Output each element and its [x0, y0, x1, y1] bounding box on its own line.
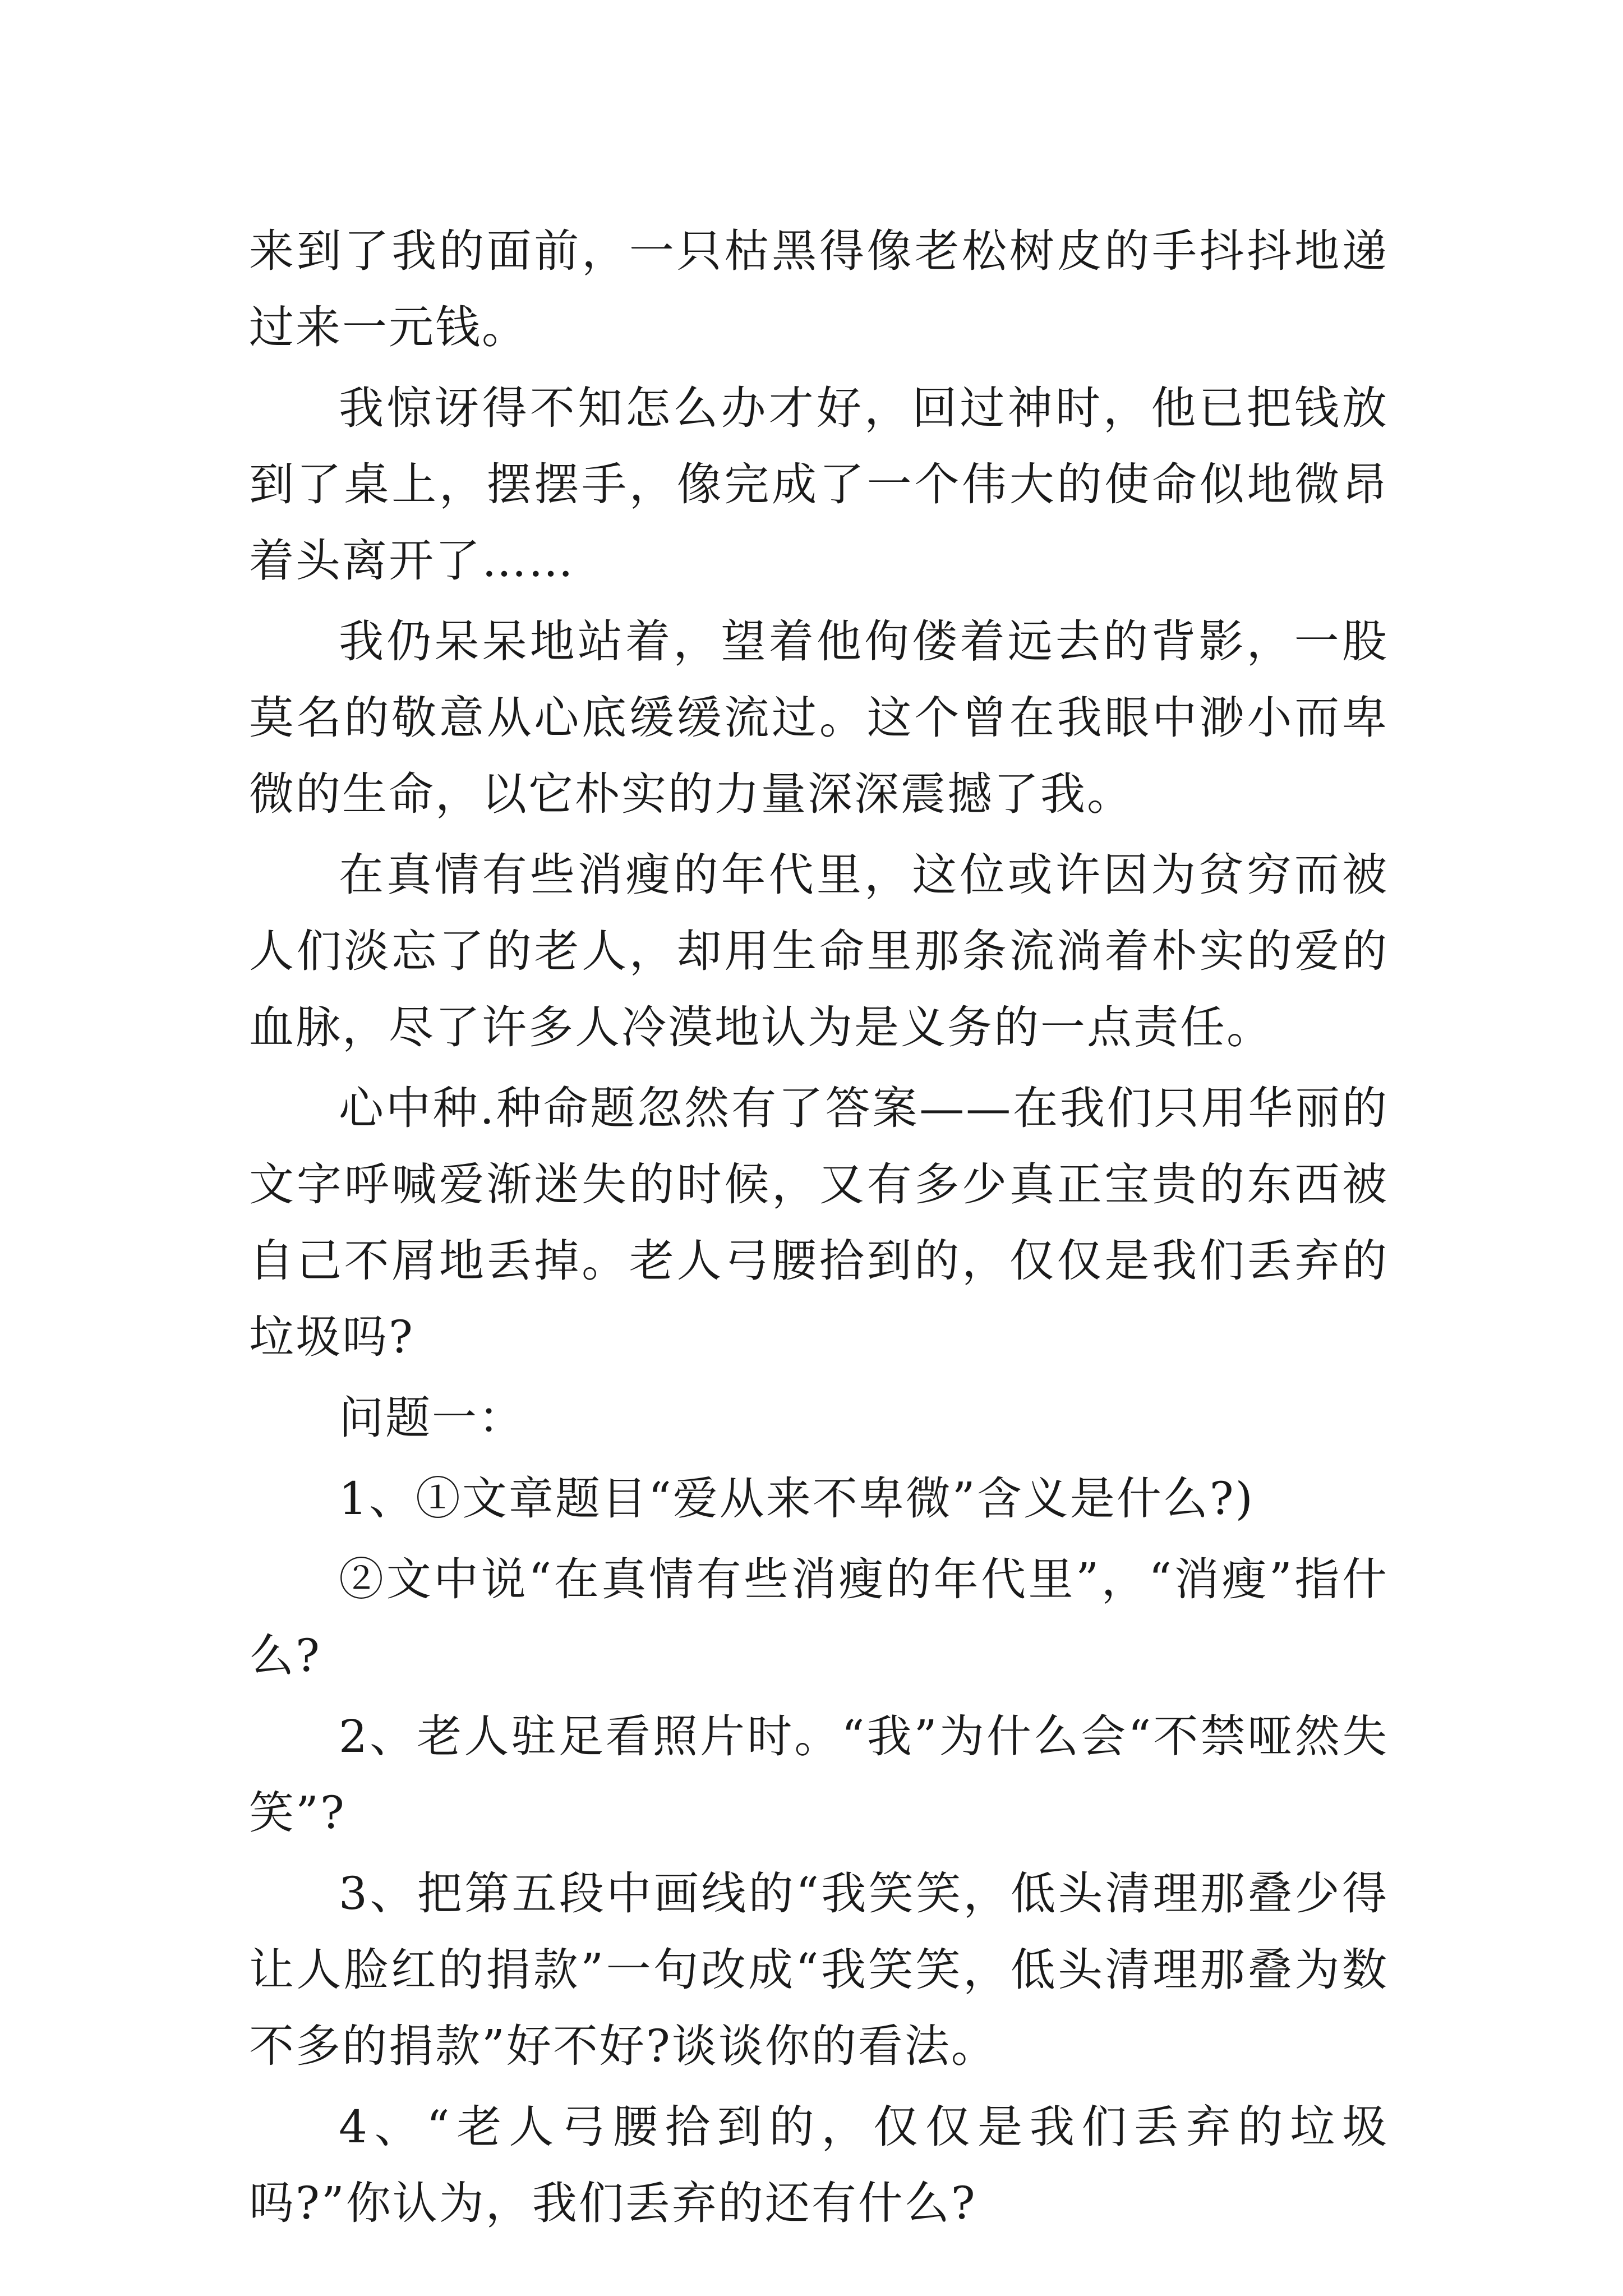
paragraph: 在真情有些消瘦的年代里，这位或许因为贫穷而被人们淡忘了的老人，却用生命里那条流淌着朴实的爱的血脉，尽了许多人冷漠地认为是义务的一点责任。 — [249, 849, 1389, 1053]
question-item: 4、“老人弓腰拾到的，仅仅是我们丢弃的垃圾吗?”你认为，我们丢弃的还有什么? — [249, 2101, 1389, 2229]
paragraph: 我仍呆呆地站着，望着他佝偻着远去的背影，一股莫名的敬意从心底缓缓流过。这个曾在我眼中渺小而卑微的生命，以它朴实的力量深深震撼了我。 — [249, 615, 1389, 820]
paragraph: 我惊讶得不知怎么办才好，回过神时，他已把钱放到了桌上，摆摆手，像完成了一个伟大的使命似地微昂着头离开了…… — [249, 382, 1389, 587]
document-body — [249, 213, 1389, 2246]
questions-heading: 问题一： — [339, 1392, 525, 1444]
question-item: 1、①文章题目“爱从来不卑微”含义是什么?) — [339, 1473, 1255, 1525]
paragraph: 心中种.种命题忽然有了答案——在我们只用华丽的文字呼喊爱渐迷失的时候，又有多少真正宝贵的东西被自己不屑地丢掉。老人弓腰拾到的，仅仅是我们丢弃的垃圾吗? — [249, 1082, 1389, 1363]
question-item: 2、老人驻足看照片时。“我”为什么会“不禁哑然失笑”? — [249, 1710, 1389, 1839]
question-item: 3、把第五段中画线的“我笑笑，低头清理那叠少得让人脸红的捐款”一句改成“我笑笑，低头清理那叠为数不多的捐款”好不好?谈谈你的看法。 — [249, 1867, 1389, 2072]
question-item: ②文中说“在真情有些消瘦的年代里”，“消瘦”指什么? — [249, 1553, 1389, 1682]
paragraph-continuation: 来到了我的面前，一只枯黑得像老松树皮的手抖抖地递过来一元钱。 — [249, 225, 1389, 353]
